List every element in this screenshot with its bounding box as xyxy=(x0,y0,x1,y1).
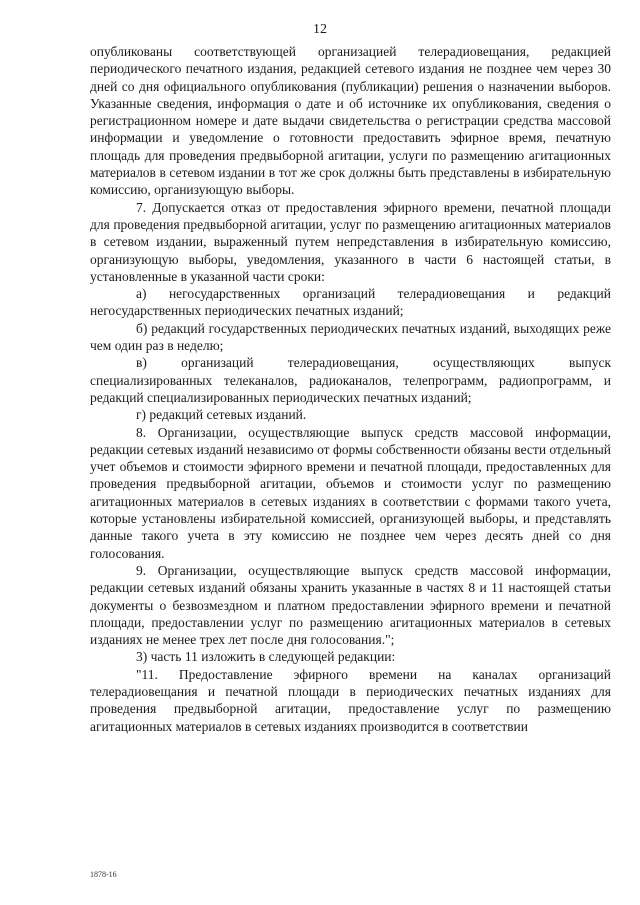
page-number: 12 xyxy=(313,22,327,37)
paragraph-subpoint-v: в) организаций телерадиовещания, осуществляющих выпуск специализированных телеканалов, радиоканалов, телепрограмм, радиопрограмм, и редакций специализированных периодических печатных изданий; xyxy=(90,355,611,405)
paragraph-point-9: 9. Организации, осуществляющие выпуск средств массовой информации, редакции сетевых изданий обязаны хранить указанные в частях 8 и 11 настоящей статьи документы о безвозмездном и платном предоставлении эфирного времени и печатной площади, предоставлении услуг по размещению агитационных материалов в сетевых изданиях не менее трех лет после дня голосования."; xyxy=(90,562,611,648)
document-code: 1878-16 xyxy=(90,870,117,879)
paragraph-amendment-3: 3) часть 11 изложить в следующей редакции: xyxy=(136,649,396,665)
paragraph-point-7: 7. Допускается отказ от предоставления эфирного времени, печатной площади для проведения предвыборной агитации, услуг по размещению агитационных материалов в сетевом издании, выраженный путем непредставления в избирательную комиссию, организующую выборы, уведомления, указанного в части 6 настоящей статьи, в установленные в указанной части сроки: xyxy=(90,199,611,284)
paragraph-point-8: 8. Организации, осуществляющие выпуск средств массовой информации, редакции сетевых изданий независимо от формы собственности обязаны вести отдельный учет объемов и стоимости эфирного времени и печатной площади, предоставленных для проведения предвыборной агитации, объемов и стоимости услуг по размещению агитационных материалов в сетевых изданиях в соответствии с формами такого учета, которые установлены избирательной комиссией, организующей выборы, и представлять данные такого учета в эту комиссию не позднее чем через десять дней со дня голосования. xyxy=(90,424,611,561)
paragraph-part-11: "11. Предоставление эфирного времени на каналах организаций телерадиовещания и печатной площади в периодических печатных изданиях для проведения предвыборной агитации, предоставление услуг по размещению агитационных материалов в сетевых изданиях производится в соответствии xyxy=(90,666,611,734)
paragraph-continuation: опубликованы соответствующей организацией телерадиовещания, редакцией периодического печатного издания, редакцией сетевого издания не позднее чем через 30 дней со дня официального опубликования (публикации) решения о назначении выборов. Указанные сведения, информация о дате и об источнике их опубликования, сведения о регистрационном номере и дате выдачи свидетельства о регистрации средства массовой информации и уведомление о готовности предоставить эфирное время, печатную площадь для проведения предвыборной агитации, услуги по размещению агитационных материалов в сетевом издании в тот же срок должны быть представлены в избирательную комиссию, организующую выборы. xyxy=(90,44,611,198)
document-body xyxy=(90,43,611,735)
paragraph-subpoint-g: г) редакций сетевых изданий. xyxy=(136,407,307,423)
paragraph-subpoint-b: б) редакций государственных периодических печатных изданий, выходящих реже чем один раз в неделю; xyxy=(90,320,611,354)
paragraph-subpoint-a: а) негосударственных организаций телерадиовещания и редакций негосударственных периодических печатных изданий; xyxy=(90,286,611,319)
